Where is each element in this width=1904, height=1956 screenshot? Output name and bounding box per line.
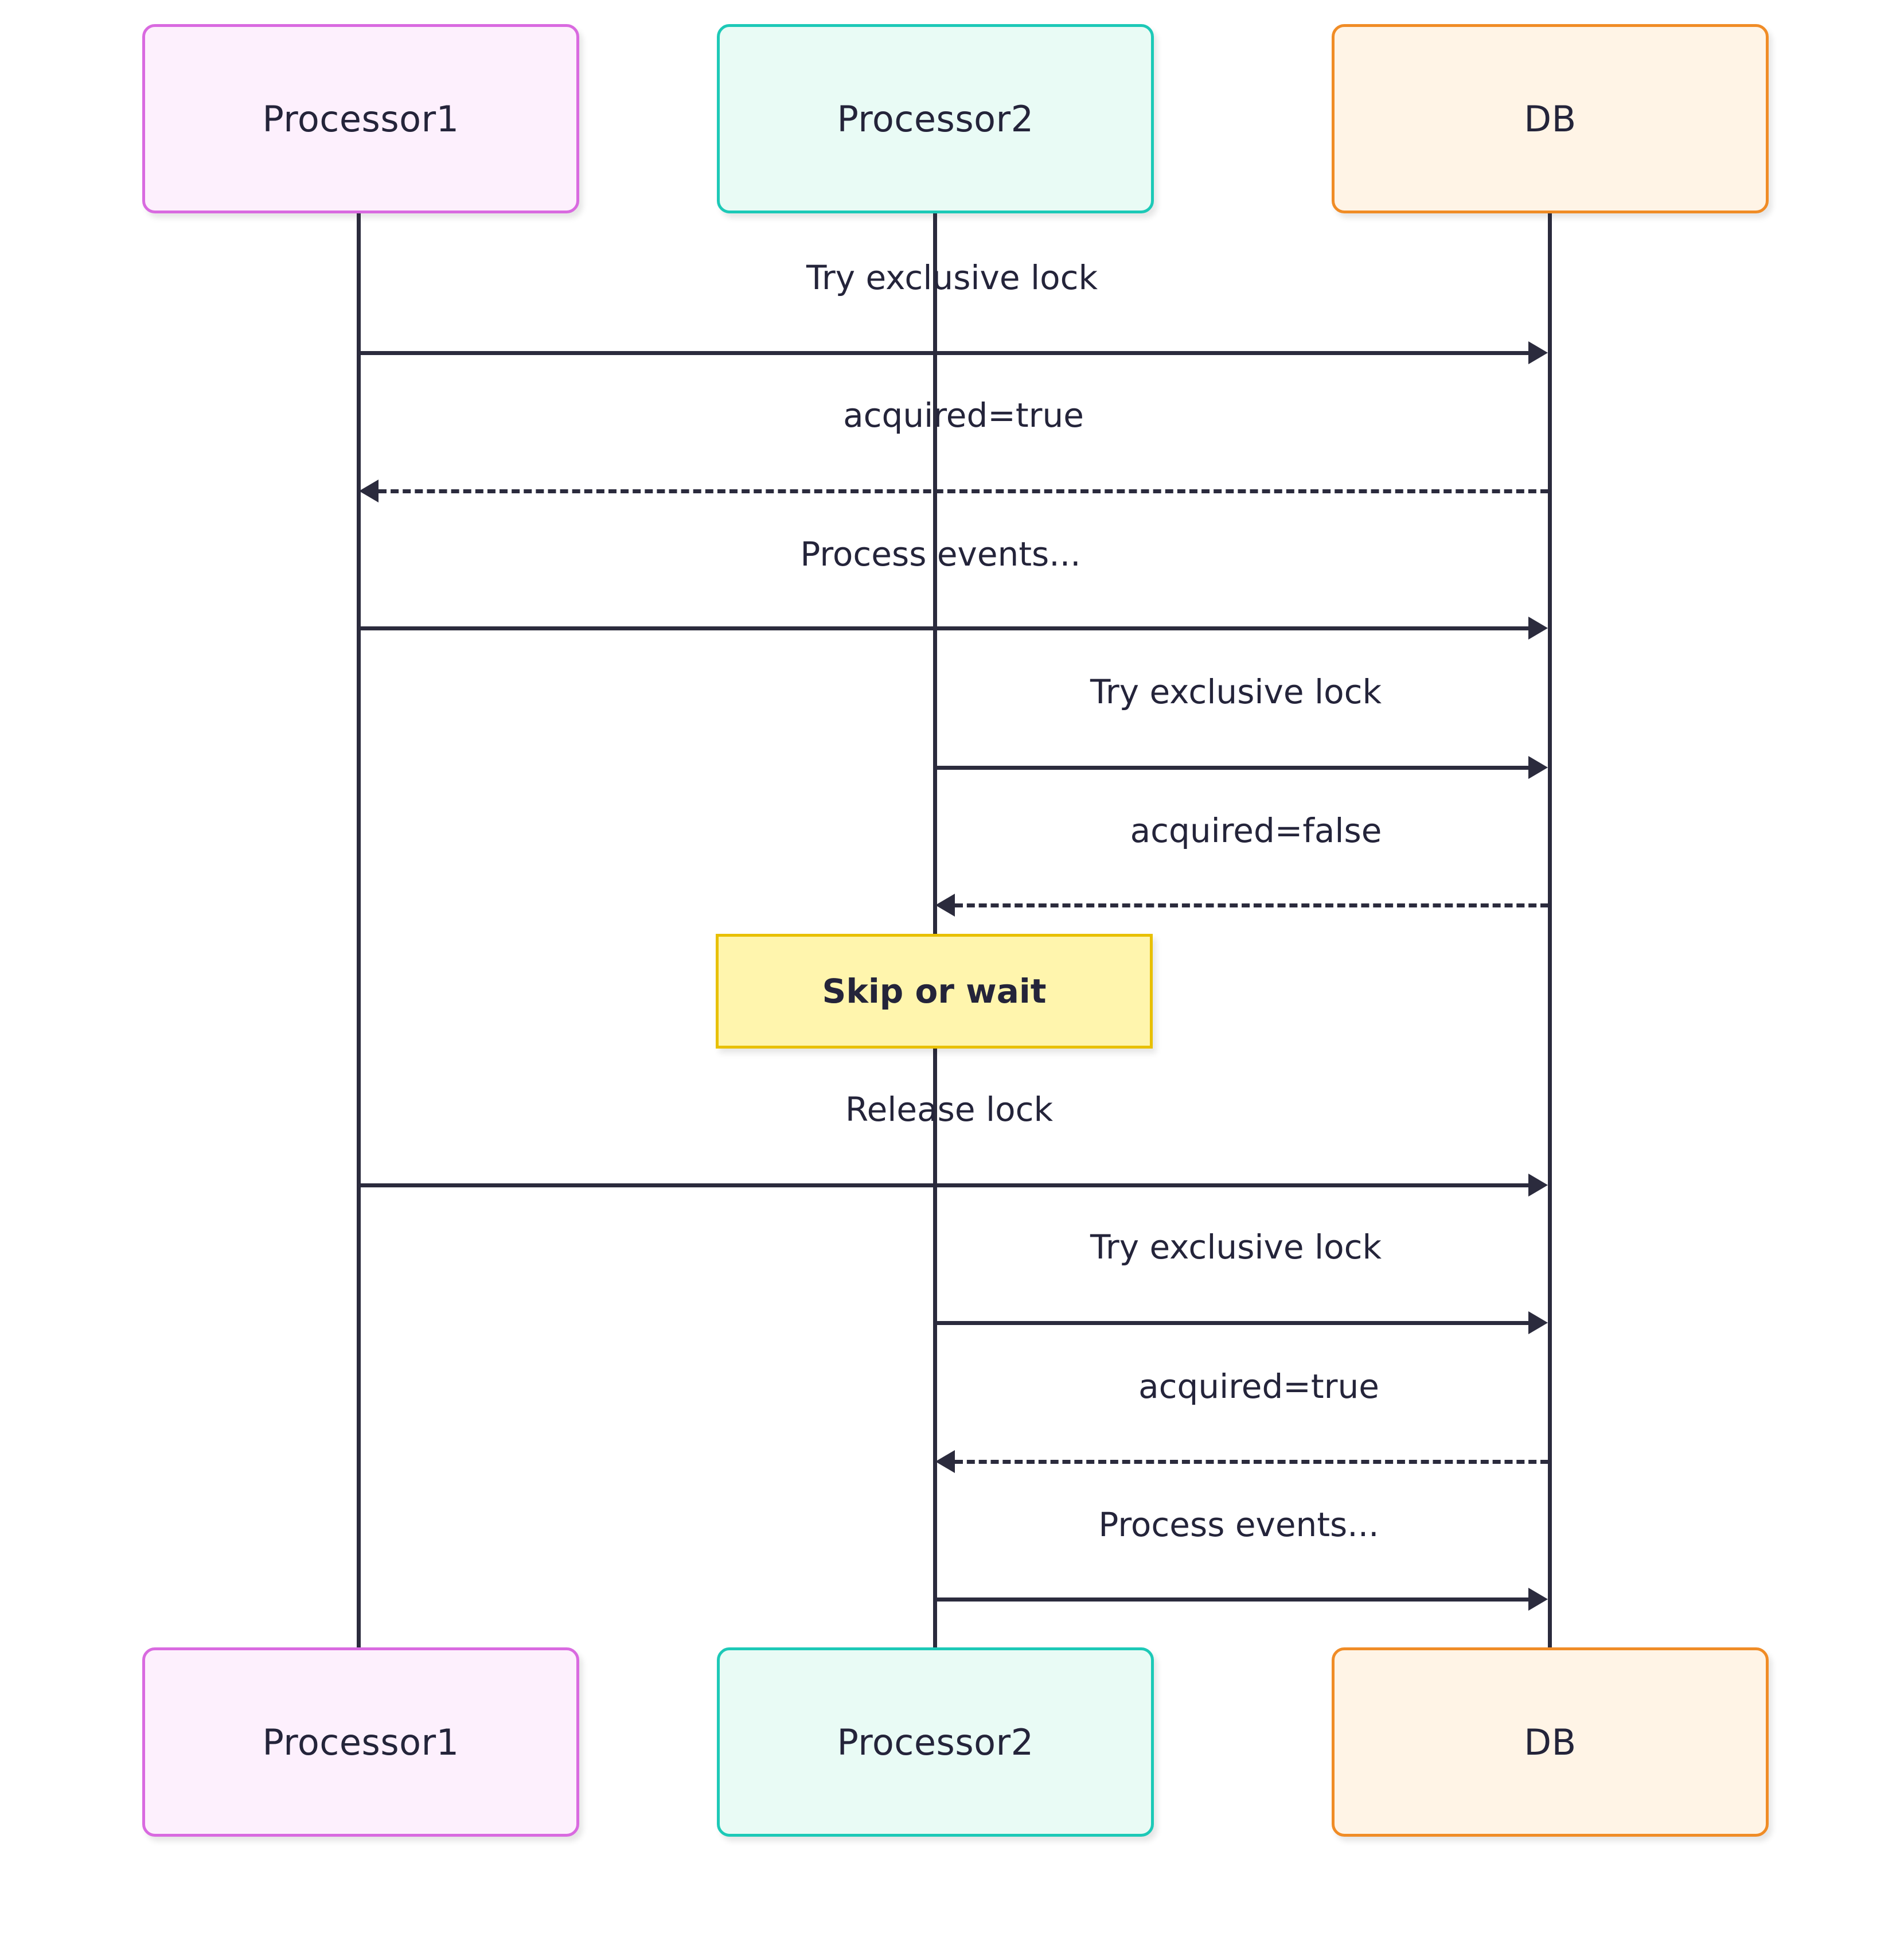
- actor-label-processor2-top: Processor2: [837, 98, 1034, 140]
- message-label-try-exclusive-lock-3: Try exclusive lock: [1090, 1228, 1382, 1267]
- arrowhead-process-events-1: [1528, 617, 1548, 640]
- lifeline-db: [1548, 213, 1552, 1647]
- message-arrow-release-lock: [358, 1183, 1531, 1187]
- message-label-process-events-1: Process events...: [800, 535, 1081, 574]
- message-arrow-acquired-true-1: [379, 489, 1548, 493]
- arrowhead-acquired-false: [935, 894, 955, 917]
- message-label-acquired-true-2: acquired=true: [1138, 1367, 1379, 1406]
- message-arrow-try-exclusive-lock-2: [935, 766, 1531, 770]
- actor-box-processor2-bottom[interactable]: [717, 1647, 1154, 1837]
- note-skip-or-wait[interactable]: [716, 934, 1153, 1049]
- actor-label-db-top: DB: [1524, 98, 1577, 140]
- message-arrow-process-events-1: [358, 626, 1531, 630]
- arrowhead-try-exclusive-lock-3: [1528, 1311, 1548, 1334]
- message-arrow-acquired-true-2: [955, 1460, 1548, 1464]
- actor-label-db-bottom: DB: [1524, 1721, 1577, 1763]
- arrowhead-release-lock: [1528, 1174, 1548, 1197]
- lifeline-processor1: [357, 213, 361, 1647]
- message-arrow-process-events-2: [935, 1597, 1531, 1602]
- actor-box-db-bottom[interactable]: [1332, 1647, 1769, 1837]
- message-label-try-exclusive-lock-2: Try exclusive lock: [1090, 672, 1382, 711]
- message-label-process-events-2: Process events...: [1098, 1505, 1379, 1544]
- arrowhead-try-exclusive-lock-1: [1528, 341, 1548, 364]
- arrowhead-process-events-2: [1528, 1588, 1548, 1611]
- actor-label-processor2-bottom: Processor2: [837, 1721, 1034, 1763]
- arrowhead-acquired-true-2: [935, 1450, 955, 1473]
- actor-box-processor2-top[interactable]: [717, 24, 1154, 213]
- message-label-acquired-false: acquired=false: [1130, 811, 1382, 850]
- note-label-skip-or-wait: Skip or wait: [822, 972, 1047, 1011]
- message-label-release-lock: Release lock: [845, 1090, 1054, 1129]
- actor-label-processor1-bottom: Processor1: [262, 1721, 459, 1763]
- arrowhead-acquired-true-1: [359, 480, 379, 502]
- actor-label-processor1-top: Processor1: [262, 98, 459, 140]
- message-arrow-acquired-false: [955, 903, 1548, 907]
- message-arrow-try-exclusive-lock-3: [935, 1321, 1531, 1325]
- arrowhead-try-exclusive-lock-2: [1528, 756, 1548, 779]
- message-arrow-try-exclusive-lock-1: [358, 351, 1531, 355]
- actor-box-processor1-bottom[interactable]: [142, 1647, 579, 1837]
- actor-box-processor1-top[interactable]: [142, 24, 579, 213]
- message-label-try-exclusive-lock-1: Try exclusive lock: [806, 258, 1098, 297]
- message-label-acquired-true-1: acquired=true: [843, 396, 1084, 435]
- actor-box-db-top[interactable]: [1332, 24, 1769, 213]
